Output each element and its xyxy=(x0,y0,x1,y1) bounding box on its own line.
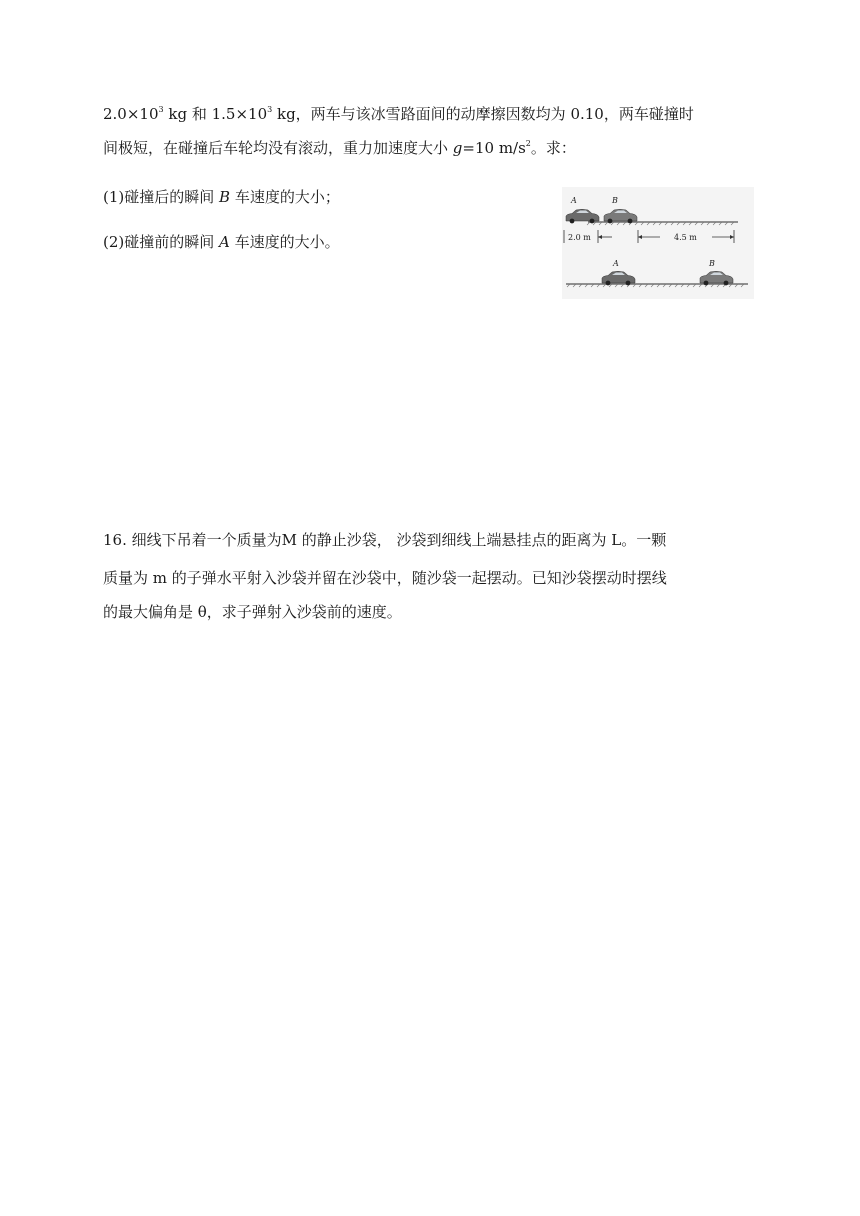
question-text: (2)碰撞前的瞬间 xyxy=(103,233,220,251)
label-a-after: A xyxy=(613,259,619,268)
line-text: 间极短，在碰撞后车轮均没有滚动，重力加速度大小 xyxy=(103,139,453,157)
question-1 xyxy=(103,187,340,207)
mass-a-value: 2.0×10 xyxy=(103,105,159,123)
collision-diagram xyxy=(562,187,754,299)
mass-b-value: kg 和 1.5×10 xyxy=(163,105,268,123)
problem15-line2 xyxy=(103,138,576,158)
label-b: B xyxy=(612,196,618,205)
distance-4p5m: 4.5 m xyxy=(674,233,697,242)
question-2 xyxy=(103,232,340,252)
problem16-line2: 质量为 m 的子弹水平射入沙袋并留在沙袋中，随沙袋一起摆动。已知沙袋摆动时摆线 xyxy=(103,569,667,587)
line-text: 。求： xyxy=(530,139,576,157)
problem16-line3: 的最大偏角是 θ，求子弹射入沙袋前的速度。 xyxy=(103,603,402,621)
question-text: 车速度的大小； xyxy=(230,188,340,206)
label-b-after: B xyxy=(709,259,715,268)
gravity-value: =10 m/s xyxy=(462,139,526,157)
problem15-line1 xyxy=(103,104,694,124)
problem16-line1: 16. 细线下吊着一个质量为M 的静止沙袋， 沙袋到细线上端悬挂点的距离为 L。一颗 xyxy=(103,531,667,549)
exponent: 3 xyxy=(158,105,164,114)
gravity-symbol: g xyxy=(452,139,463,157)
label-a: A xyxy=(571,196,577,205)
question-text: 车速度的大小。 xyxy=(229,233,340,251)
question-text: (1)碰撞后的瞬间 xyxy=(103,188,220,206)
car-label: B xyxy=(219,188,231,206)
exponent: 3 xyxy=(267,105,273,114)
exponent: 2 xyxy=(525,139,531,148)
line-text: kg，两车与该冰雪路面间的动摩擦因数均为 0.10，两车碰撞时 xyxy=(272,105,694,123)
car-label: A xyxy=(219,233,230,251)
distance-2m: 2.0 m xyxy=(568,233,591,242)
